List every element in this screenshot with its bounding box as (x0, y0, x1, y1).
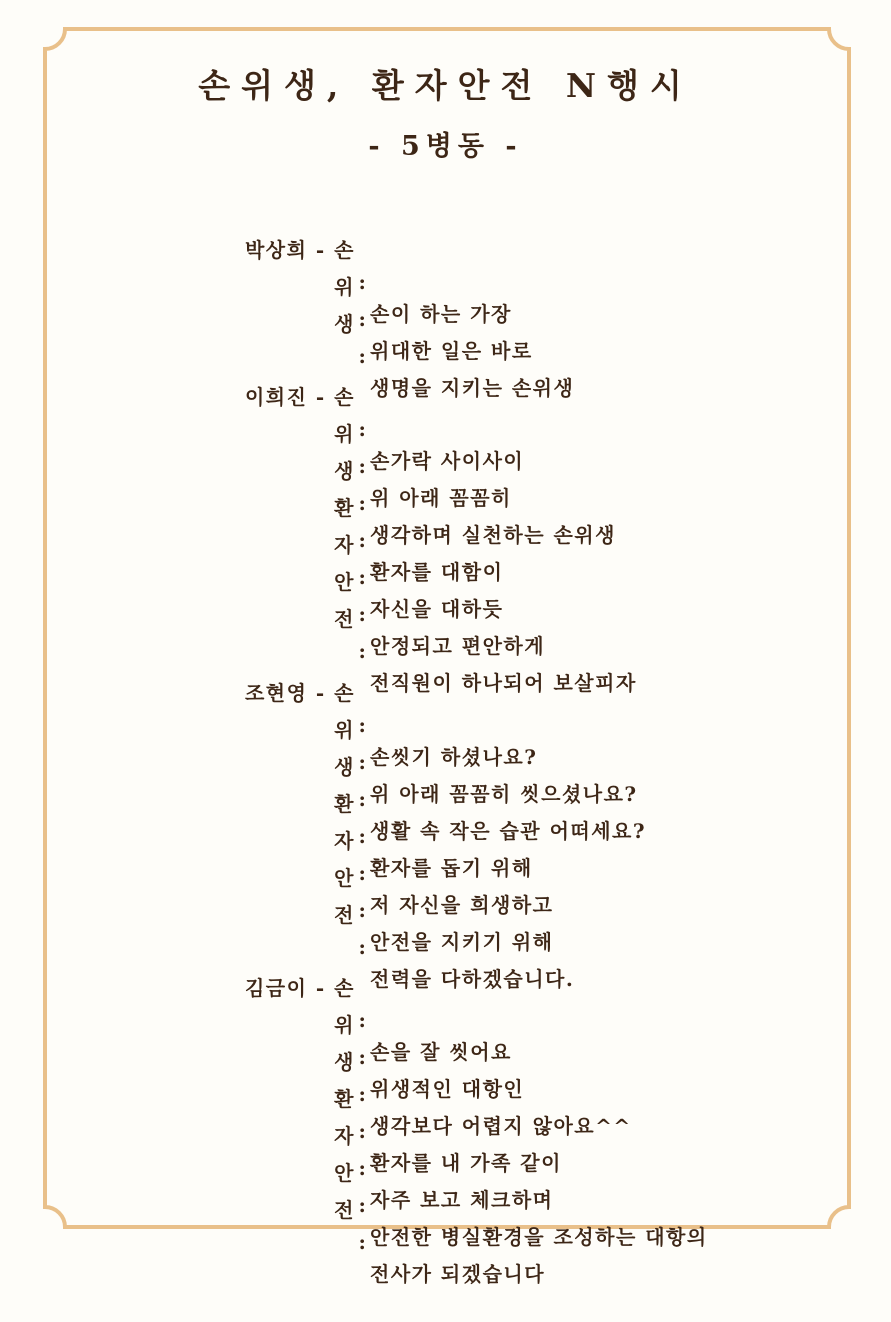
line-acrostic-head: 위 (334, 1013, 355, 1037)
line-colon: : (358, 454, 368, 478)
line-acrostic-head: 전 (334, 903, 355, 927)
line-text: 손을 잘 씻어요 (370, 1040, 512, 1064)
line-acrostic-head: 위 (334, 422, 355, 446)
line-text: 환자를 돕기 위해 (370, 856, 533, 880)
line-acrostic-head: 전 (334, 1198, 355, 1222)
line-acrostic-head: 전 (334, 607, 355, 631)
line-text: 전직원이 하나되어 보살피자 (370, 671, 637, 695)
line-acrostic-head: 안 (334, 570, 355, 594)
line-acrostic-head: 김금이 - 손 (244, 976, 355, 1000)
line-colon: : (358, 307, 368, 331)
line-colon: : (358, 1045, 368, 1069)
line-acrostic-head: 위 (334, 718, 355, 742)
line-acrostic-head: 조현영 - 손 (244, 681, 355, 705)
line-text: 안정되고 편안하게 (370, 634, 546, 658)
line-text: 안전한 병실환경을 조성하는 대항의 (370, 1225, 708, 1249)
line-text: 생각보다 어렵지 않아요^^ (370, 1114, 632, 1138)
line-text: 환자를 대함이 (370, 560, 504, 584)
line-acrostic-head: 박상희 - 손 (244, 238, 355, 262)
line-acrostic-head: 환 (334, 792, 355, 816)
line-text: 생활 속 작은 습관 어떠세요? (370, 819, 647, 843)
line-colon: : (358, 898, 368, 922)
line-colon: : (358, 1082, 368, 1106)
line-text: 전력을 다하겠습니다. (370, 967, 575, 991)
line-text: 자주 보고 체크하며 (370, 1188, 554, 1212)
poem-title: 손위생, 환자안전 N행시 (198, 66, 693, 105)
line-acrostic-head: 자 (334, 533, 355, 557)
line-text: 생각하며 실천하는 손위생 (370, 523, 616, 547)
line-colon: : (358, 1193, 368, 1217)
line-colon: : (358, 602, 368, 626)
line-acrostic-head: 이희진 - 손 (244, 385, 355, 409)
line-colon: : (358, 713, 368, 737)
line-text: 위생적인 대항인 (370, 1077, 525, 1101)
line-acrostic-head: 안 (334, 866, 355, 890)
line-colon: : (358, 750, 368, 774)
line-colon: : (358, 1119, 368, 1143)
line-text: 손이 하는 가장 (370, 302, 512, 326)
line-text: 전사가 되겠습니다 (370, 1262, 546, 1286)
line-colon: : (358, 935, 368, 959)
line-text: 위 아래 꼼꼼히 (370, 486, 512, 510)
line-acrostic-head: 환 (334, 1087, 355, 1111)
line-colon: : (358, 417, 368, 441)
line-colon: : (358, 639, 368, 663)
line-colon: : (358, 528, 368, 552)
line-text: 손씻기 하셨나요? (370, 745, 538, 769)
line-acrostic-head: 자 (334, 829, 355, 853)
line-colon: : (358, 1230, 368, 1254)
line-colon: : (358, 824, 368, 848)
line-text: 손가락 사이사이 (370, 449, 525, 473)
line-acrostic-head: 자 (334, 1124, 355, 1148)
line-acrostic-head: 생 (334, 1050, 355, 1074)
line-colon: : (358, 270, 368, 294)
line-colon: : (358, 1156, 368, 1180)
line-acrostic-head: 환 (334, 496, 355, 520)
line-colon: : (358, 1008, 368, 1032)
line-text: 위 아래 꼼꼼히 씻으셨나요? (370, 782, 638, 806)
line-acrostic-head: 위 (334, 275, 355, 299)
line-text: 환자를 내 가족 같이 (370, 1151, 562, 1175)
line-colon: : (358, 861, 368, 885)
line-colon: : (358, 565, 368, 589)
poem-subtitle: - 5병동 - (368, 131, 523, 162)
poem-line (0, 202, 891, 326)
line-text: 저 자신을 희생하고 (370, 893, 554, 917)
line-text: 안전을 지키기 위해 (370, 930, 554, 954)
line-colon: : (358, 787, 368, 811)
line-text: 자신을 대하듯 (370, 597, 504, 621)
line-acrostic-head: 생 (334, 312, 355, 336)
line-text: 위대한 일은 바로 (370, 339, 533, 363)
line-text: 생명을 지키는 손위생 (370, 376, 575, 400)
line-colon: : (358, 491, 368, 515)
line-acrostic-head: 안 (334, 1161, 355, 1185)
line-colon: : (358, 344, 368, 368)
line-acrostic-head: 생 (334, 755, 355, 779)
line-acrostic-head: 생 (334, 459, 355, 483)
